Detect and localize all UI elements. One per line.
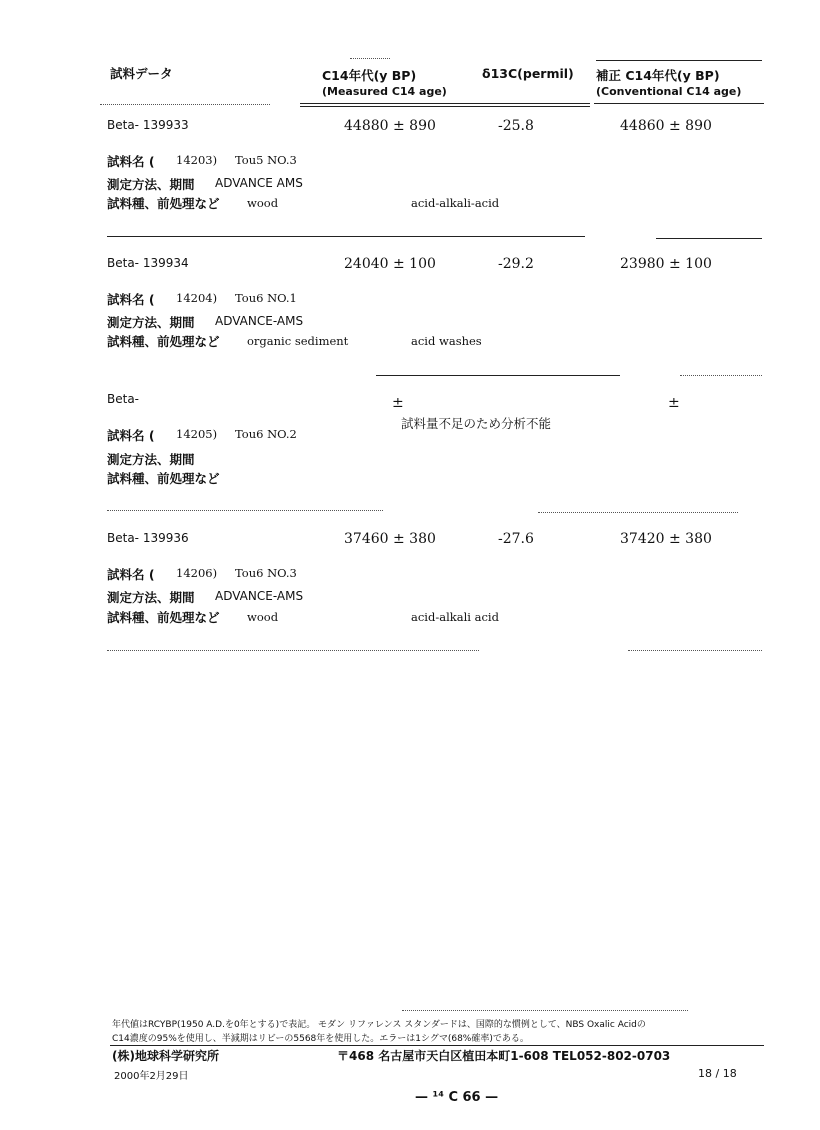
sample-code: 14203) [176, 153, 218, 167]
method-label: 測定方法、期間 [107, 452, 195, 467]
method-value: ADVANCE AMS [215, 176, 303, 190]
header-top-rule [596, 60, 762, 61]
separator-2b [680, 375, 762, 376]
method-label: 測定方法、期間 [107, 590, 195, 605]
footer-note-line-2: C14濃度の95%を使用し、半減期はリビーの5568年を使用した。エラーは1シグマ(68%確率)である。 [112, 1034, 529, 1044]
footer-note-line-1: 年代値はRCYBP(1950 A.D.を0年とする)で表記。 モダン リファレンス スタンダードは、国際的な慣例として、NBS Oxalic Acidの [112, 1020, 646, 1030]
header-rule-3 [594, 103, 764, 104]
measured-age-heading-en: (Measured C14 age) [322, 85, 447, 98]
method-value: ADVANCE-AMS [215, 314, 304, 328]
measured-age: 24040 ± 100 [344, 256, 436, 272]
sample-data-heading: 試料データ [110, 66, 173, 81]
separator-4 [107, 650, 479, 651]
header-dotted-rule [100, 104, 270, 105]
company-address: 〒468 名古屋市天白区植田本町1-608 TEL052-802-0703 [337, 1049, 671, 1063]
material-label: 試料種、前処理など [107, 334, 220, 349]
company-name: (株)地球科学研究所 [112, 1049, 219, 1063]
conventional-age: 23980 ± 100 [620, 256, 712, 272]
pretreatment-value: acid-alkali acid [411, 610, 499, 624]
page-number: — ¹⁴ C 66 — [415, 1090, 499, 1105]
beta-id: Beta- 139933 [107, 118, 189, 132]
sample-id: Tou6 NO.2 [235, 427, 297, 441]
sample-code: 14206) [176, 566, 218, 580]
method-label: 測定方法、期間 [107, 315, 195, 330]
separator-2 [376, 375, 620, 376]
method-label: 測定方法、期間 [107, 177, 195, 192]
material-label: 試料種、前処理など [107, 471, 220, 486]
separator-3 [107, 510, 383, 511]
conventional-age: ± [668, 395, 680, 411]
separator-4b [628, 650, 762, 651]
beta-id: Beta- 139936 [107, 531, 189, 545]
measured-age: ± [392, 395, 404, 411]
delta13c-value: -25.8 [498, 118, 534, 134]
delta13c-value: -27.6 [498, 531, 534, 547]
sample-name-label: 試料名 ( [107, 428, 155, 443]
delta13c-heading: δ13C(permil) [482, 66, 574, 81]
measured-age-heading: C14年代(y BP) [322, 68, 417, 83]
material-value: wood [247, 196, 279, 210]
footer-dotted-rule [402, 1010, 688, 1011]
conventional-age: 44860 ± 890 [620, 118, 712, 134]
report-date: 2000年2月29日 [114, 1071, 189, 1082]
conventional-age-heading-en: (Conventional C14 age) [596, 85, 742, 98]
sample-id: Tou6 NO.1 [235, 291, 297, 305]
sample-name-label: 試料名 ( [107, 567, 155, 582]
separator-1b [656, 238, 762, 239]
delta13c-value: -29.2 [498, 256, 534, 272]
header-rule-2 [300, 106, 590, 107]
material-value: wood [247, 610, 279, 624]
separator-3b [538, 512, 738, 513]
header-rule-1 [300, 103, 590, 104]
footer-rule [110, 1045, 764, 1046]
sample-name-label: 試料名 ( [107, 292, 155, 307]
pretreatment-value: acid-alkali-acid [411, 196, 500, 210]
material-label: 試料種、前処理など [107, 610, 220, 625]
sample-id: Tou6 NO.3 [235, 566, 297, 580]
sample-name-label: 試料名 ( [107, 154, 155, 169]
insufficient-sample-note: 試料量不足のため分析不能 [401, 416, 552, 431]
page-count: 18 / 18 [698, 1067, 737, 1080]
sample-code: 14204) [176, 291, 218, 305]
measured-age: 37460 ± 380 [344, 531, 436, 547]
conventional-age: 37420 ± 380 [620, 531, 712, 547]
separator-1 [107, 236, 585, 237]
pretreatment-value: acid washes [411, 334, 482, 348]
header-top-dots [350, 58, 390, 59]
conventional-age-heading: 補正 C14年代(y BP) [596, 68, 720, 83]
beta-id: Beta- 139934 [107, 256, 189, 270]
measured-age: 44880 ± 890 [344, 118, 436, 134]
sample-code: 14205) [176, 427, 218, 441]
beta-id: Beta- [107, 392, 140, 406]
material-value: organic sediment [247, 334, 349, 348]
material-label: 試料種、前処理など [107, 196, 220, 211]
method-value: ADVANCE-AMS [215, 589, 304, 603]
sample-id: Tou5 NO.3 [235, 153, 297, 167]
